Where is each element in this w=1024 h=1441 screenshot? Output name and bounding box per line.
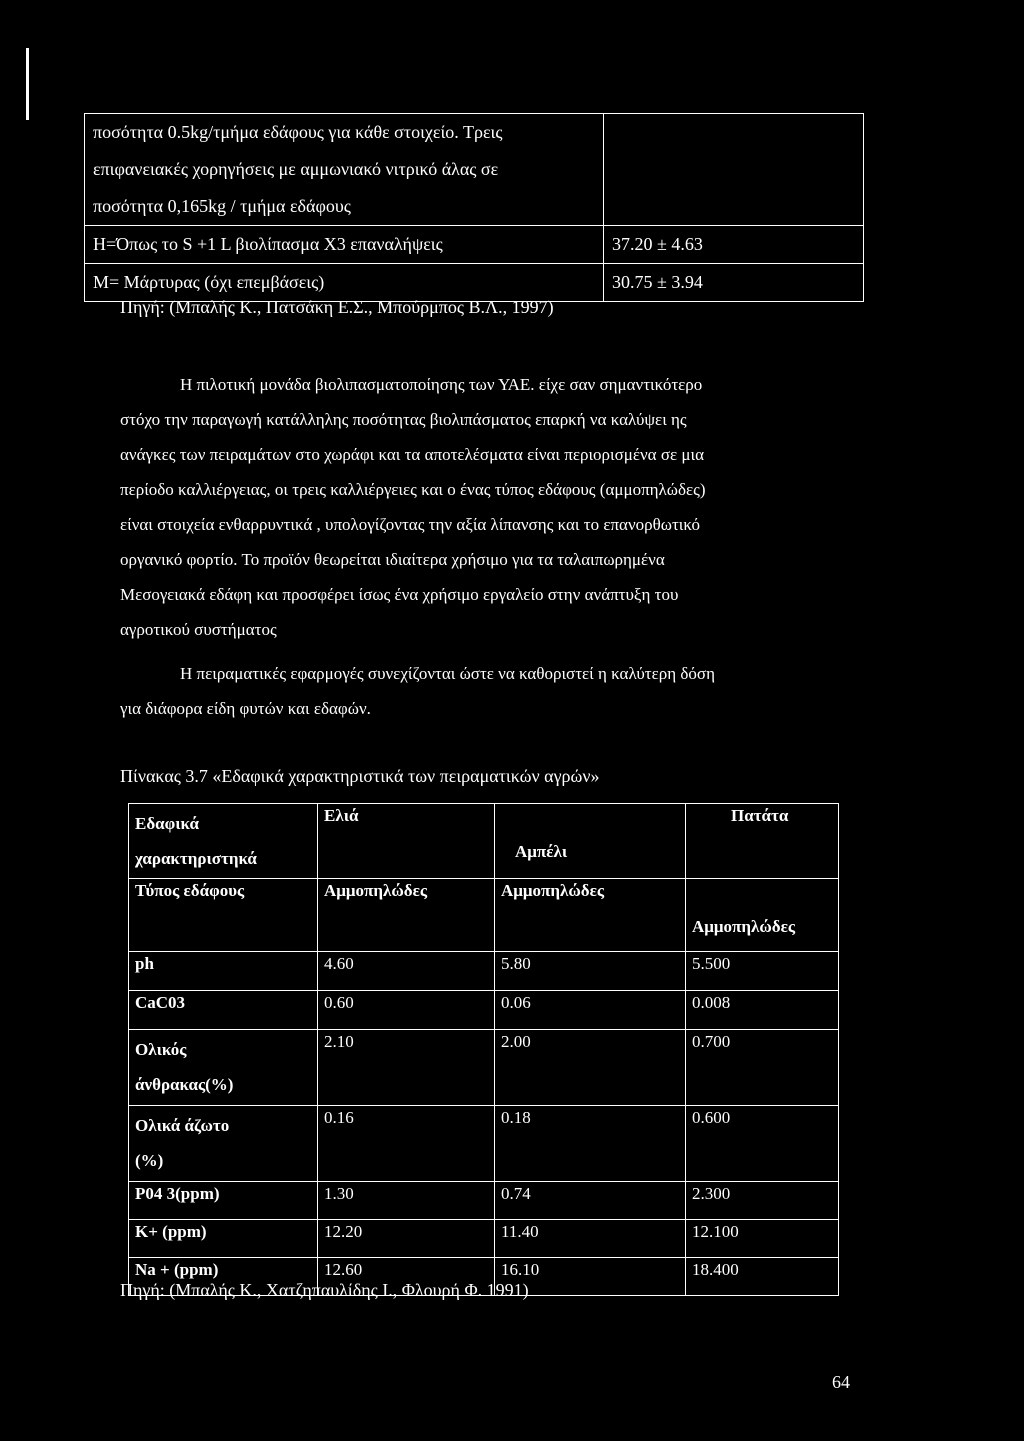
cell-vineyard: 11.40 — [495, 1220, 686, 1258]
cell-olive: 12.60 — [318, 1258, 495, 1296]
cell-potato: 5.500 — [686, 952, 839, 991]
row-m-value: 30.75 ± 3.94 — [604, 264, 864, 302]
paragraph-line: περίοδο καλλιέργειας, οι τρεις καλλιέργειες και ο ένας τύπος εδάφους (αμμοπηλώδες) — [120, 480, 706, 499]
paragraph-2 — [120, 656, 845, 726]
row-label-line: Ολικός — [135, 1040, 187, 1059]
treatment-text-line: επιφανειακές χορηγήσεις με αμμωνιακό νιτρικό άλας σε — [93, 159, 499, 179]
row-label: K+ (ppm) — [129, 1220, 318, 1258]
cell-vineyard: 0.18 — [495, 1106, 686, 1182]
header-potato: Πατάτα — [686, 804, 839, 879]
cell-vineyard: 5.80 — [495, 952, 686, 991]
cell-vineyard: 0.06 — [495, 991, 686, 1030]
header-line: χαρακτηριστηκά — [135, 849, 257, 868]
cell-potato: 0.600 — [686, 1106, 839, 1182]
row-m-label: Μ= Μάρτυρας (όχι επεμβάσεις) — [85, 264, 604, 302]
paragraph-line: είναι στοιχεία ενθαρρυντικά , υπολογίζοντας την αξία λίπανσης και το επανορθωτικό — [120, 515, 701, 534]
paragraph-line: Μεσογειακά εδάφη και προσφέρει ίσως ένα χρήσιμο εργαλείο στην ανάπτυξη του — [120, 585, 679, 604]
paragraph-line: Η πειραματικές εφαρμογές συνεχίζονται ώστε να καθοριστεί η καλύτερη δόση — [180, 664, 715, 683]
paragraph-line: Η πιλοτική μονάδα βιολιπασματοποίησης των ΥΑΕ. είχε σαν σημαντικότερο — [180, 375, 703, 394]
cell-potato: 2.300 — [686, 1182, 839, 1220]
cell-potato: 0.700 — [686, 1030, 839, 1106]
table-caption: Πίνακας 3.7 «Εδαφικά χαρακτηριστικά των πειραματικών αγρών» — [120, 766, 600, 786]
row-label: Ρ04 3(ppm) — [129, 1182, 318, 1220]
paragraph-line: ανάγκες των πειραμάτων στο χωράφι και τα αποτελέσματα είναι περιορισμένα σε μια — [120, 445, 704, 464]
cell-olive: 4.60 — [318, 952, 495, 991]
cell-vineyard: 0.74 — [495, 1182, 686, 1220]
soil-table-source: Πηγή: (Μπαλής Κ., Χατζηπαυλίδης Ι., Φλουρή Φ. 1991) — [120, 1280, 529, 1300]
cell-olive: 1.30 — [318, 1182, 495, 1220]
header-olive: Ελιά — [318, 804, 495, 879]
paragraph-line: αγροτικού συστήματος — [120, 620, 277, 639]
cell-olive: 2.10 — [318, 1030, 495, 1106]
header-characteristics — [129, 804, 318, 879]
row-label — [129, 1030, 318, 1106]
treatment-text-line: ποσότητα 0,165kg / τμήμα εδάφους — [93, 196, 351, 216]
treatment-text-cell — [85, 114, 604, 226]
paragraph-line: οργανικό φορτίο. Το προϊόν θεωρείται ιδιαίτερα χρήσιμο για τα ταλαιπωρημένα — [120, 550, 665, 569]
soil-type-potato: Αμμοπηλώδες — [686, 879, 839, 952]
empty-cell — [604, 114, 864, 226]
cell-potato: 12.100 — [686, 1220, 839, 1258]
soil-characteristics-table — [128, 803, 839, 1296]
cell-olive: 0.60 — [318, 991, 495, 1030]
cell-vineyard: 16.10 — [495, 1258, 686, 1296]
row-label-line: Ολικά άζωτο — [135, 1116, 230, 1135]
header-line: Εδαφικά — [135, 814, 199, 833]
row-label-line: άνθρακας(%) — [135, 1075, 234, 1094]
cell-olive: 12.20 — [318, 1220, 495, 1258]
header-vineyard: Αμπέλι — [495, 804, 686, 879]
row-label — [129, 1106, 318, 1182]
soil-type-label: Τύπος εδάφους — [129, 879, 318, 952]
treatment-table — [84, 113, 864, 302]
top-table-source: Πηγή: (Μπαλής Κ., Πατσάκη Ε.Σ., Μπούρμπος Β.Λ., 1997) — [120, 297, 554, 317]
row-h-label: Η=Όπως το S +1 L βιολίπασμα X3 επαναλήψεις — [85, 226, 604, 264]
page-number: 64 — [832, 1372, 850, 1392]
row-label-line: (%) — [135, 1151, 164, 1170]
soil-type-olive: Αμμοπηλώδες — [318, 879, 495, 952]
cell-vineyard: 2.00 — [495, 1030, 686, 1106]
paragraph-1 — [120, 367, 845, 647]
cell-potato: 0.008 — [686, 991, 839, 1030]
paragraph-line: στόχο την παραγωγή κατάλληλης ποσότητας βιολιπάσματος επαρκή να καλύψει ης — [120, 410, 687, 429]
paragraph-line: για διάφορα είδη φυτών και εδαφών. — [120, 699, 371, 718]
row-label: CaC03 — [129, 991, 318, 1030]
row-label: ph — [129, 952, 318, 991]
cell-olive: 0.16 — [318, 1106, 495, 1182]
cell-potato: 18.400 — [686, 1258, 839, 1296]
soil-type-vineyard: Αμμοπηλώδες — [495, 879, 686, 952]
row-label: Na + (ppm) — [129, 1258, 318, 1296]
row-h-value: 37.20 ± 4.63 — [604, 226, 864, 264]
margin-line — [26, 48, 29, 120]
treatment-text-line: ποσότητα 0.5kg/τμήμα εδάφους για κάθε στοιχείο. Τρεις — [93, 122, 503, 142]
